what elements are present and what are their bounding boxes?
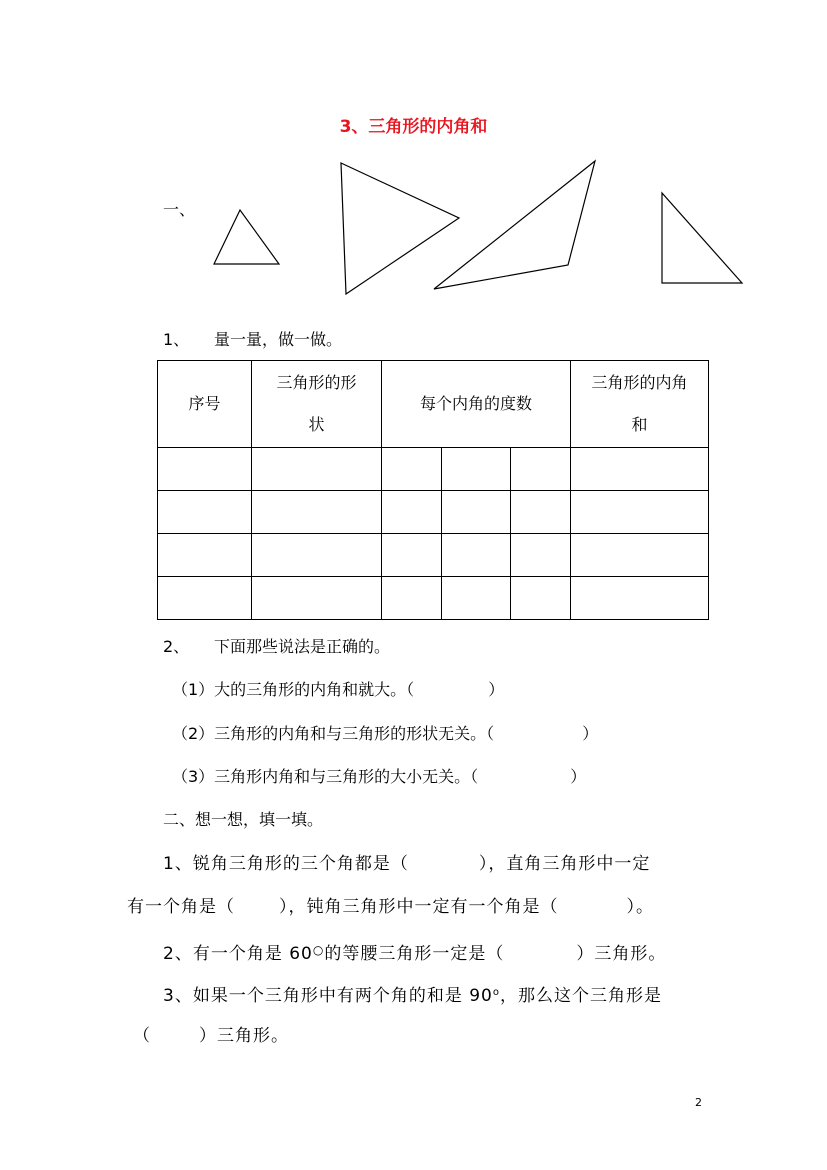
question-1-number: 1、 bbox=[163, 330, 190, 349]
fill-3-line1 bbox=[163, 982, 662, 1007]
table-cell[interactable] bbox=[511, 448, 571, 491]
table-row bbox=[158, 577, 709, 620]
header-sum-line2: 和 bbox=[631, 415, 648, 434]
table-cell[interactable] bbox=[442, 534, 511, 577]
fill-1-line2 bbox=[127, 896, 654, 918]
table-cell[interactable] bbox=[511, 534, 571, 577]
header-shape-line1: 三角形的形 bbox=[276, 373, 357, 392]
fill-3-text-d: ）三角形。 bbox=[199, 1026, 289, 1046]
triangle-right bbox=[662, 193, 742, 283]
table-cell[interactable] bbox=[252, 491, 382, 534]
question-2-number: 2、 bbox=[163, 637, 190, 656]
table-cell[interactable] bbox=[382, 534, 442, 577]
table-cell[interactable] bbox=[382, 577, 442, 620]
table-cell[interactable] bbox=[158, 491, 252, 534]
table-cell[interactable] bbox=[158, 448, 252, 491]
statement-1 bbox=[172, 680, 504, 700]
statement-2-close: ） bbox=[582, 724, 599, 743]
statement-3-text: （3）三角形内角和与三角形的大小无关。（ bbox=[172, 767, 479, 786]
measurement-table bbox=[157, 360, 709, 620]
table-cell[interactable] bbox=[158, 577, 252, 620]
fill-2-text-a: 2、有一个角是 60 bbox=[163, 944, 313, 964]
fill-1-text-b: ），直角三角形中一定 bbox=[478, 854, 651, 874]
statement-3-close: ） bbox=[570, 767, 587, 786]
fill-3-text-b: ，那么这个三角形是 bbox=[499, 986, 662, 1006]
degree-symbol: o bbox=[492, 987, 500, 998]
fill-3-line2 bbox=[133, 1025, 289, 1047]
table-cell[interactable] bbox=[571, 534, 709, 577]
page-number: 2 bbox=[695, 1096, 702, 1109]
table-header-row bbox=[158, 361, 709, 448]
header-sum-line1: 三角形的内角 bbox=[591, 373, 688, 392]
fill-1-text-e: ）。 bbox=[626, 897, 654, 917]
table-cell[interactable] bbox=[511, 577, 571, 620]
table-cell[interactable] bbox=[442, 491, 511, 534]
statement-1-close: ） bbox=[488, 680, 505, 699]
table-cell[interactable] bbox=[382, 491, 442, 534]
fill-1-text-d: ），钝角三角形中一定有一个角是（ bbox=[279, 897, 559, 917]
triangle-obtuse bbox=[434, 161, 595, 289]
triangle-figures bbox=[0, 0, 827, 320]
section-one-label: 一、 bbox=[163, 200, 196, 219]
table-cell[interactable] bbox=[571, 491, 709, 534]
table-cell[interactable] bbox=[252, 448, 382, 491]
table-row bbox=[158, 491, 709, 534]
question-2-text: 下面那些说法是正确的。 bbox=[214, 637, 391, 656]
fill-3-text-a: 3、如果一个三角形中有两个角的和是 90 bbox=[163, 986, 493, 1006]
table-cell[interactable] bbox=[158, 534, 252, 577]
table-row bbox=[158, 448, 709, 491]
statement-2-text: （2）三角形的内角和与三角形的形状无关。（ bbox=[172, 724, 495, 743]
table-cell[interactable] bbox=[252, 577, 382, 620]
fill-2-text-b: 的等腰三角形一定是（ bbox=[324, 944, 505, 964]
fill-2-line bbox=[163, 939, 666, 965]
header-index: 序号 bbox=[158, 361, 252, 448]
header-shape-line2: 状 bbox=[308, 415, 325, 434]
header-sum bbox=[571, 361, 709, 448]
statement-3 bbox=[172, 767, 586, 787]
statement-2 bbox=[172, 724, 598, 744]
table-row bbox=[158, 534, 709, 577]
table-cell[interactable] bbox=[511, 491, 571, 534]
header-shape bbox=[252, 361, 382, 448]
fill-2-text-c: ）三角形。 bbox=[576, 944, 667, 964]
question-1-text: 量一量，做一做。 bbox=[214, 330, 343, 349]
table-cell[interactable] bbox=[442, 448, 511, 491]
statement-1-text: （1）大的三角形的内角和就大。（ bbox=[172, 680, 415, 699]
section-two-heading: 二、想一想，填一填。 bbox=[163, 810, 324, 829]
fill-1-text-c: 有一个角是（ bbox=[127, 897, 235, 917]
table-cell[interactable] bbox=[442, 577, 511, 620]
triangle-equilateral bbox=[214, 210, 279, 264]
triangle-acute bbox=[341, 163, 459, 294]
degree-symbol: ○ bbox=[312, 943, 325, 957]
header-angles: 每个内角的度数 bbox=[382, 361, 571, 448]
table-cell[interactable] bbox=[382, 448, 442, 491]
fill-1-line1 bbox=[163, 853, 650, 875]
table-cell[interactable] bbox=[252, 534, 382, 577]
table-cell[interactable] bbox=[571, 577, 709, 620]
fill-3-text-c: （ bbox=[133, 1026, 151, 1046]
fill-1-text-a: 1、锐角三角形的三个角都是（ bbox=[163, 854, 409, 874]
page-title: 3、三角形的内角和 bbox=[339, 117, 488, 137]
table-cell[interactable] bbox=[571, 448, 709, 491]
